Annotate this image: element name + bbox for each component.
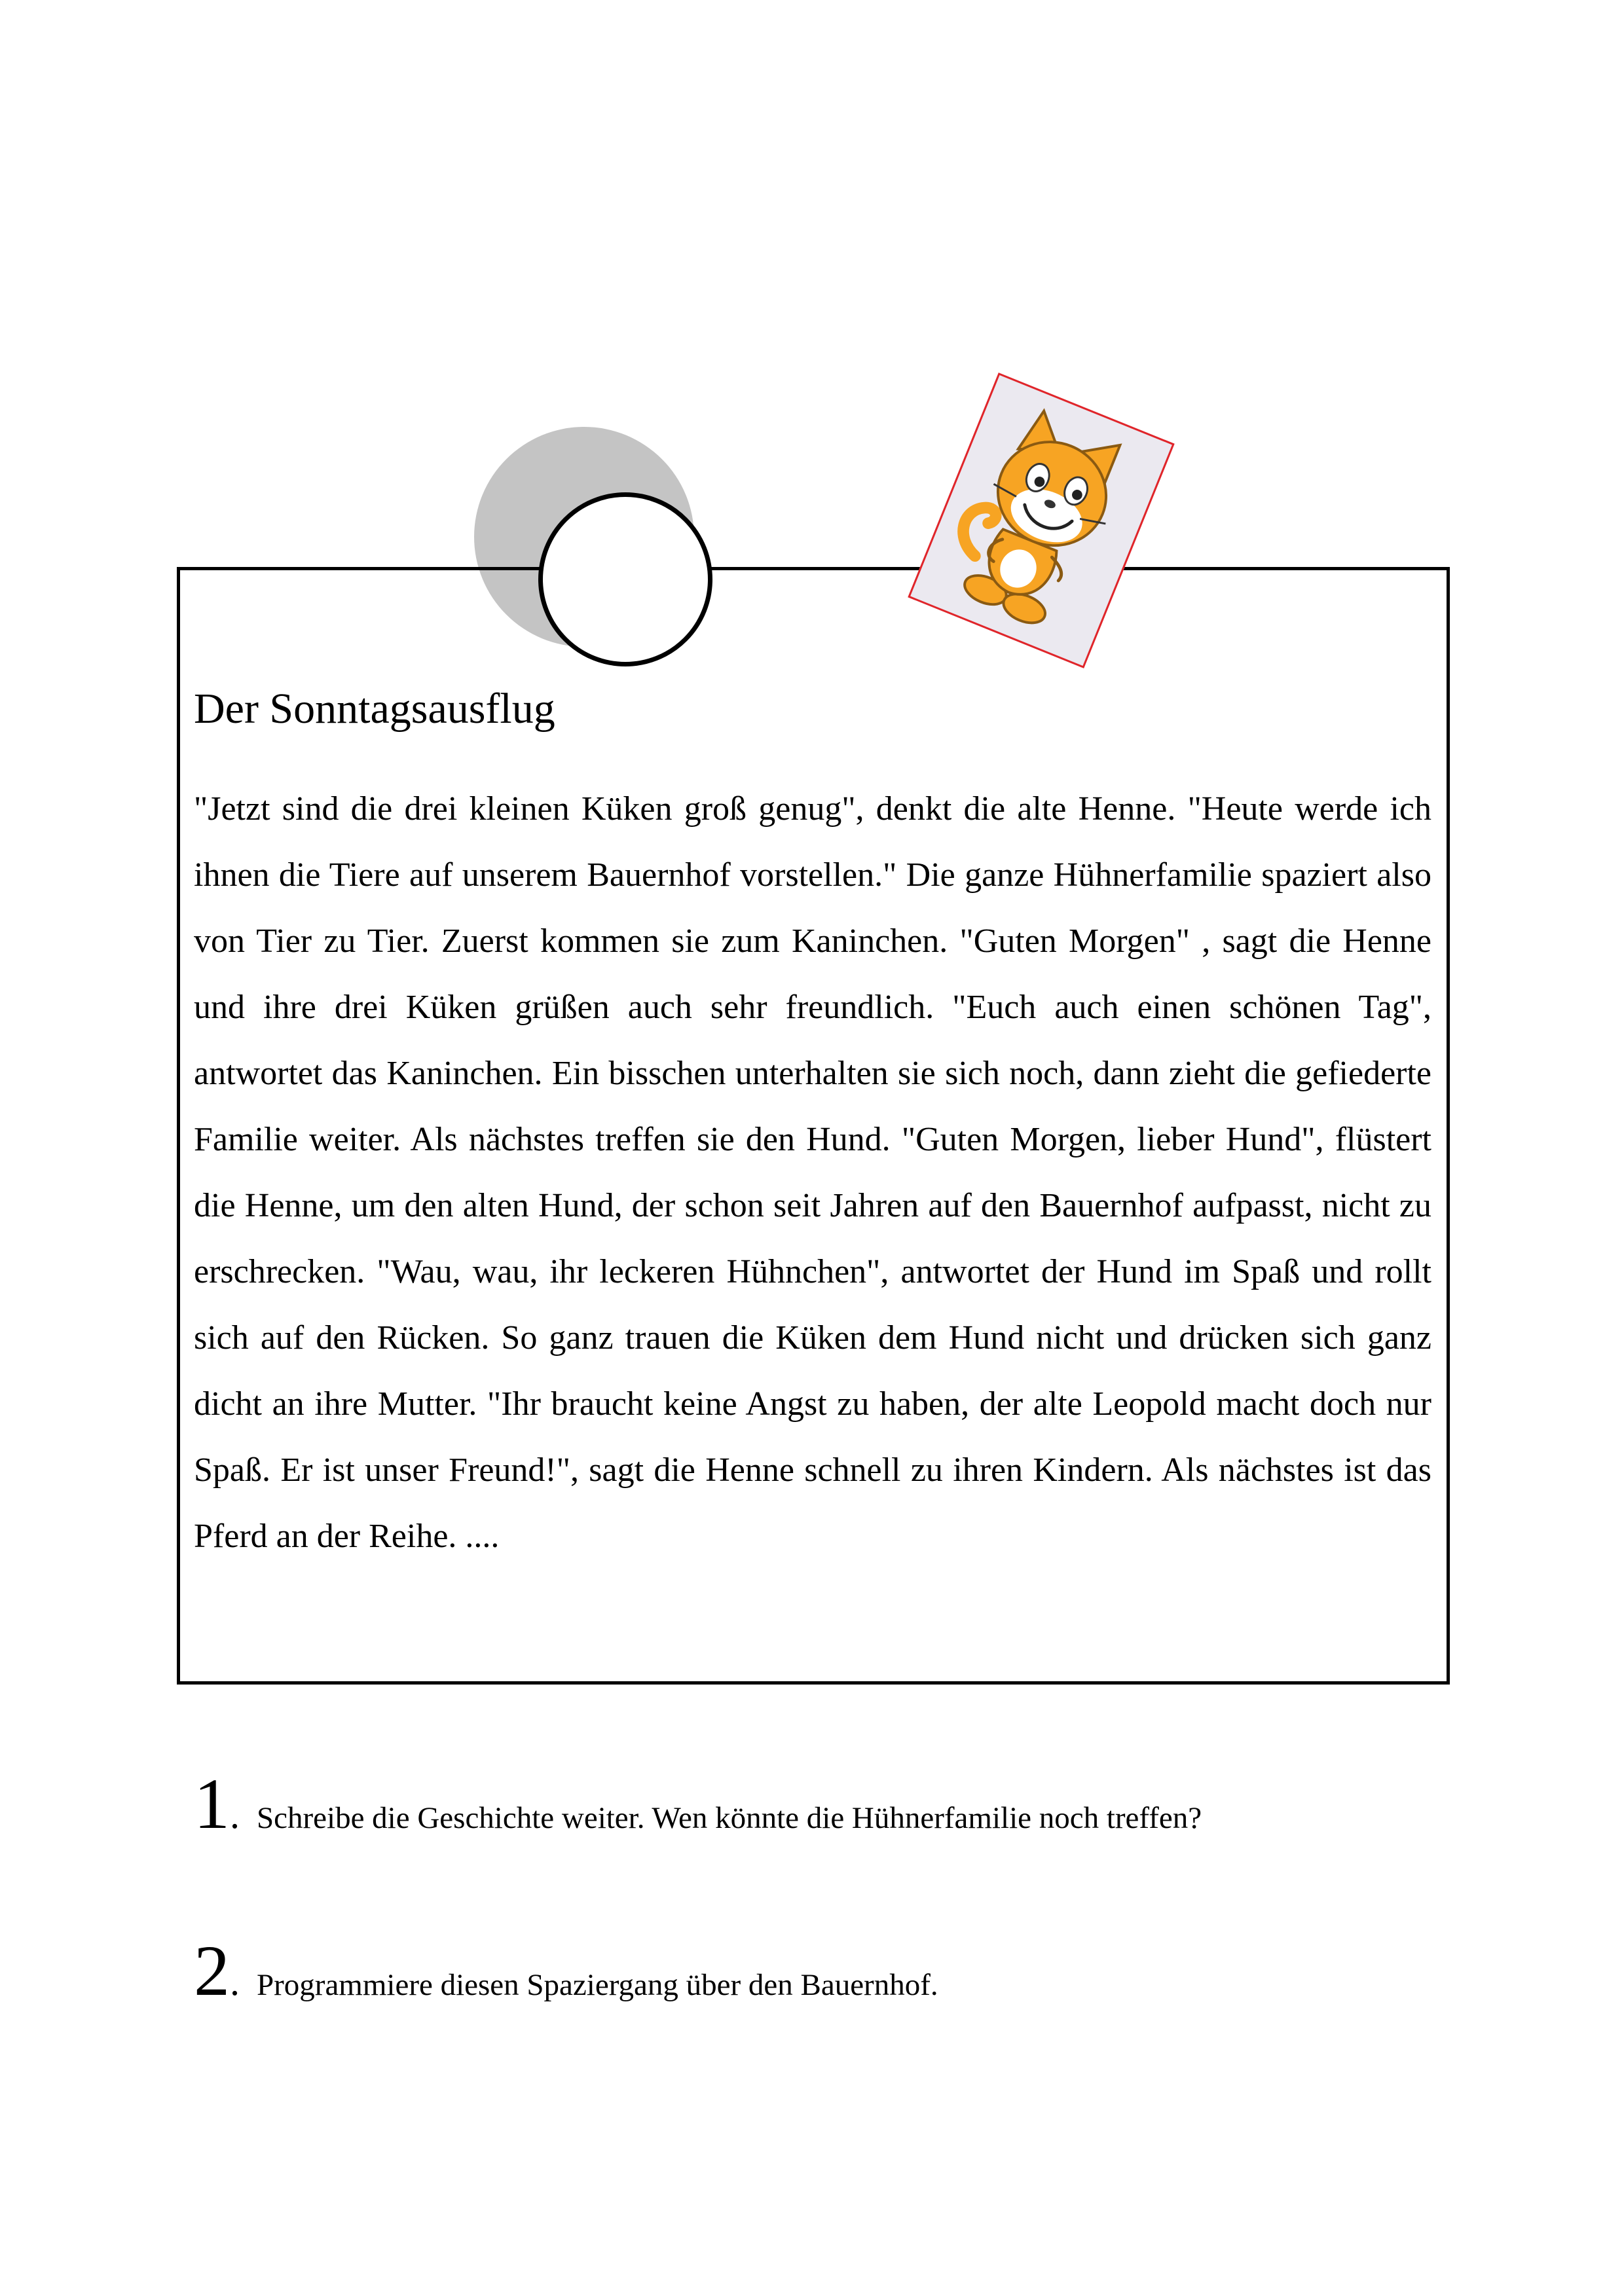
task-number: 1 <box>194 1764 230 1844</box>
task-text: Schreibe die Geschichte weiter. Wen könnte die Hühnerfamilie noch treffen? <box>257 1801 1202 1835</box>
task-text: Programmiere diesen Spaziergang über den Bauernhof. <box>257 1968 938 2002</box>
task-number-dot: . <box>230 1960 240 2003</box>
task-1 <box>194 1764 1202 1844</box>
task-2 <box>194 1931 938 2011</box>
task-number-dot: . <box>230 1793 240 1836</box>
decorative-white-circle <box>538 492 712 666</box>
story-title: Der Sonntagsausflug <box>194 685 555 733</box>
story-text: "Jetzt sind die drei kleinen Küken groß genug", denkt die alte Henne. "Heute werde ich ihnen die Tiere auf unserem Bauernhof vorstellen." Die ganze Hühnerfamilie spaziert also von Tier zu Tier. Zuerst kommen sie zum Kaninchen. "Guten Morgen" , sagt die Henne und ihre drei Küken grüßen auch sehr freundlich. "Euch auch einen schönen Tag", antwortet das Kaninchen. Ein bisschen unterhalten sie sich noch, dann zieht die gefiederte Familie weiter. Als nächstes treffen sie den Hund. "Guten Morgen, lieber Hund", flüstert die Henne, um den alten Hund, der schon seit Jahren auf den Bauernhof aufpasst, nicht zu erschrecken. "Wau, wau, ihr leckeren Hühnchen", antwortet der Hund im Spaß und rollt sich auf den Rücken. So ganz trauen die Küken dem Hund nicht und drücken sich ganz dicht an ihre Mutter. "Ihr braucht keine Angst zu haben, der alte Leopold macht doch nur Spaß. Er ist unser Freund!", sagt die Henne schnell zu ihren Kindern. Als nächstes ist das Pferd an der Reihe. .... <box>194 790 1431 1555</box>
task-number: 2 <box>194 1931 230 2011</box>
